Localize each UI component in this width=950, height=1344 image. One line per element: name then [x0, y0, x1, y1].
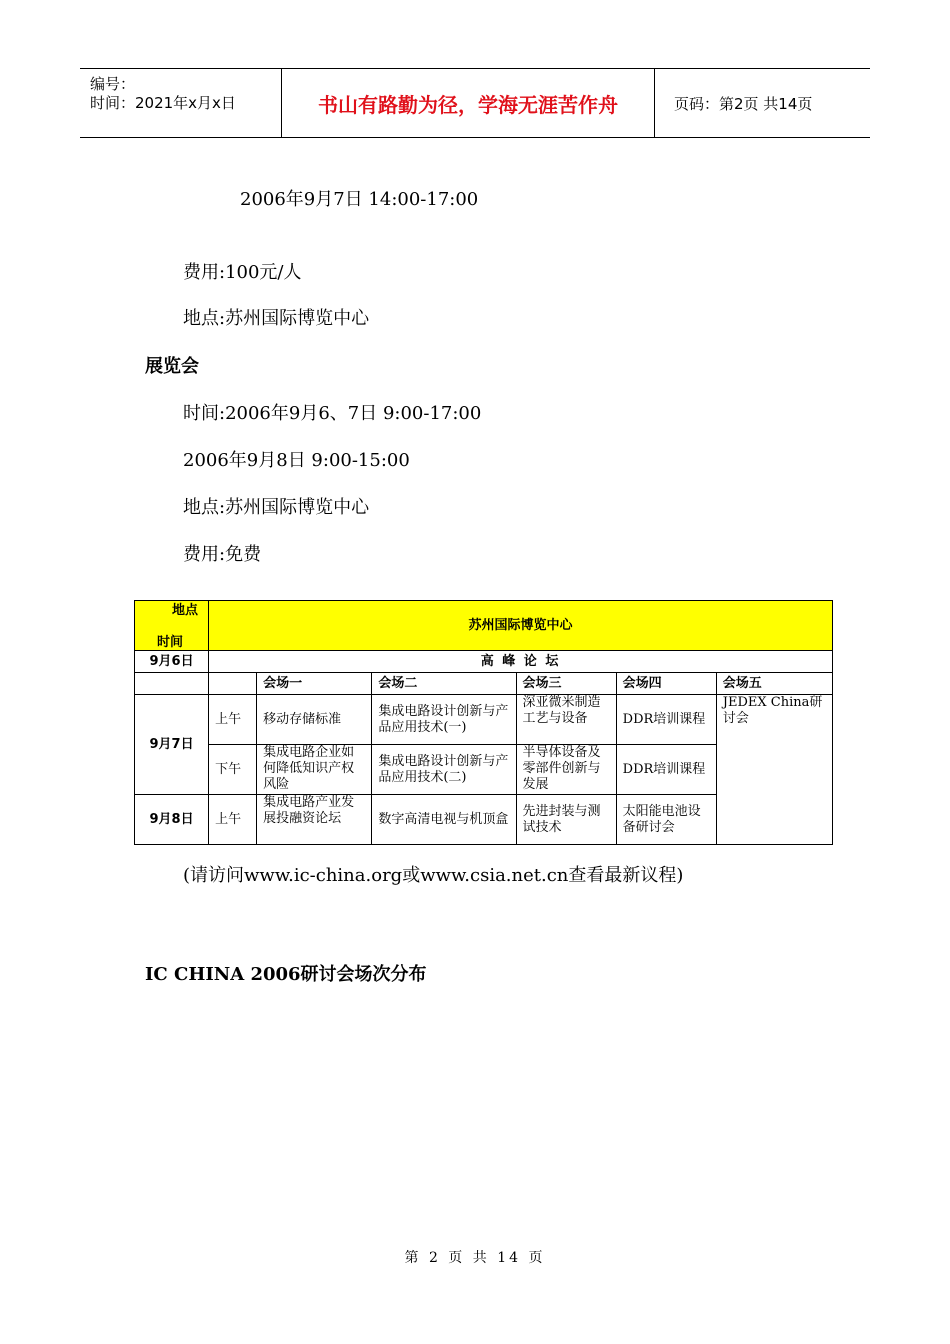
header-meta	[80, 69, 282, 137]
page-footer: 第 2 页 共 14 页	[404, 1250, 546, 1266]
seminar-fee: 费用:100元/人	[183, 262, 302, 283]
day2-am-hall3: 深亚微米制造工艺与设备	[516, 695, 616, 745]
day2-hall5: JEDEX China研讨会	[716, 695, 832, 845]
day3-am-hall1: 集成电路产业发展投融资论坛	[257, 795, 372, 845]
empty-cell	[209, 673, 257, 695]
day2-am-label: 上午	[209, 695, 257, 745]
seminar-time: 2006年9月7日 14:00-17:00	[240, 189, 479, 210]
day2-pm-hall3: 半导体设备及零部件创新与发展	[516, 745, 616, 795]
hall-3-header: 会场三	[516, 673, 616, 695]
corner-location-label: 地点	[172, 603, 199, 618]
day2-am-hall2: 集成电路设计创新与产品应用技术(一)	[372, 695, 516, 745]
day3-am-hall3: 先进封装与测试技术	[516, 795, 616, 845]
day2-date: 9月7日	[135, 695, 209, 795]
day2-am-hall4: DDR培训课程	[616, 695, 716, 745]
page-info-text: 页码：第2页 共14页	[674, 94, 813, 113]
day1-date: 9月6日	[135, 651, 209, 673]
day2-pm-hall2: 集成电路设计创新与产品应用技术(二)	[372, 745, 516, 795]
hall-1-header: 会场一	[257, 673, 372, 695]
exhibition-time-1: 时间:2006年9月6、7日 9:00-17:00	[183, 403, 482, 424]
exhibition-location: 地点:苏州国际博览中心	[183, 497, 370, 518]
page-header	[80, 68, 870, 138]
day3-am-label: 上午	[209, 795, 257, 845]
agenda-note: (请访问www.ic-china.org或www.csia.net.cn查看最新议程)	[183, 865, 684, 886]
venue-header: 苏州国际博览中心	[209, 601, 833, 651]
exhibition-time-2: 2006年9月8日 9:00-15:00	[183, 450, 410, 471]
day2-pm-label: 下午	[209, 745, 257, 795]
day3-date: 9月8日	[135, 795, 209, 845]
corner-time-label: 时间	[157, 635, 184, 650]
corner-cell	[135, 601, 209, 651]
exhibition-fee: 费用:免费	[183, 544, 262, 565]
empty-cell	[135, 673, 209, 695]
header-motto: 书山有路勤为径，学海无涯苦作舟	[282, 69, 655, 137]
exhibition-heading: 展览会	[145, 356, 199, 377]
hall-2-header: 会场二	[372, 673, 516, 695]
header-time: 时间：2021年x月x日	[90, 94, 236, 112]
day3-am-hall2: 数字高清电视与机顶盒	[372, 795, 516, 845]
hall-4-header: 会场四	[616, 673, 716, 695]
section-title: IC CHINA 2006研讨会场次分布	[145, 964, 427, 985]
seminar-location: 地点:苏州国际博览中心	[183, 308, 370, 329]
summit-forum: 高 峰 论 坛	[209, 651, 833, 673]
day2-am-hall1: 移动存储标准	[257, 695, 372, 745]
header-page-info	[664, 69, 870, 137]
day2-pm-hall1: 集成电路企业如何降低知识产权风险	[257, 745, 372, 795]
hall-5-header: 会场五	[716, 673, 832, 695]
day3-am-hall4: 太阳能电池设备研讨会	[616, 795, 716, 845]
day2-pm-hall4: DDR培训课程	[616, 745, 716, 795]
header-number: 编号：	[90, 75, 136, 93]
schedule-table	[134, 600, 833, 845]
